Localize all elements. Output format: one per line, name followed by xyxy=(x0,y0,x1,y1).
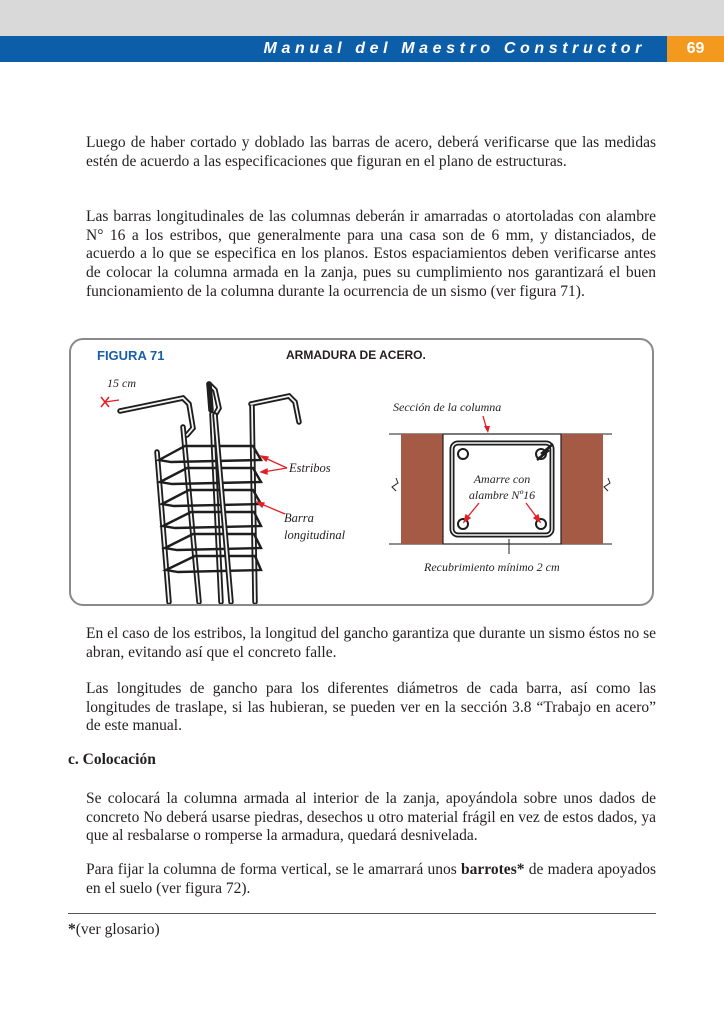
footnote xyxy=(68,921,160,939)
header-title: Manual del Maestro Constructor xyxy=(263,40,646,57)
paragraph-6-end: de madera apoyados en el suelo (ver figura 72). xyxy=(86,861,656,897)
footnote-star: * xyxy=(68,921,76,938)
barra-label-1: Barra xyxy=(284,511,314,525)
paragraph-3: En el caso de los estribos, la longitud del gancho garantiza que durante un sismo éstos no se abran, evitando así que el concreto falle. xyxy=(86,625,656,661)
estribos-label: Estribos xyxy=(289,461,331,475)
amarre-label-1: Amarre con xyxy=(473,472,531,486)
seccion-label: Sección de la columna xyxy=(393,400,502,414)
figure-71 xyxy=(69,338,654,606)
paragraph-4: Las longitudes de gancho para los diferentes diámetros de cada barra, así como las longitudes de traslape, si las hubieran, se pueden ver en la sección 3.8 “Trabajo en acero” de este manual. xyxy=(86,680,656,735)
rebar-illustration xyxy=(71,340,652,604)
barra-label-2: longitudinal xyxy=(284,528,346,542)
recubrimiento-label: Recubrimiento mínimo 2 cm xyxy=(424,560,560,574)
section-heading: c. Colocación xyxy=(68,751,156,768)
amarre-label-2: alambre Nº16 xyxy=(468,488,536,502)
page-number-badge: 69 xyxy=(667,36,724,62)
figure-title: ARMADURA DE ACERO. xyxy=(286,348,426,362)
left-wall xyxy=(401,434,443,544)
paragraph-6 xyxy=(86,861,656,898)
barrotes-term: barrotes* xyxy=(461,861,525,878)
paragraph-1: Luego de haber cortado y doblado las barras de acero, deberá verificarse que las medidas estén de acuerdo a las especificaciones que figuran en el plano de estructuras. xyxy=(86,134,656,170)
estribos-arrows xyxy=(257,456,287,514)
paragraph-5: Se colocará la columna armada al interior de la zanja, apoyándola sobre unos dados de concreto No deberá usarse piedras, desechos u otro material frágil en vez de estos dados, ya que al resbalarse o romperse la armadura, quedará desnivelada. xyxy=(86,790,656,845)
footnote-rule xyxy=(68,913,656,914)
paragraph-6-start: Para fijar la columna de forma vertical, se le amarrará unos xyxy=(86,861,462,878)
dimension-15cm xyxy=(101,376,136,407)
rebar-cage xyxy=(120,384,299,602)
paragraph-2: Las barras longitudinales de las columnas deberán ir amarradas o atortoladas con alambre N° 16 a los estribos, que generalmente para una casa son de 6 mm, y distanciados, de acuerdo a lo que se especifica en los planos. Estos espaciamientos deben verificarse antes de colocar la columna armada en la zanja, pues su cumplimiento nos garantizará el buen funcionamiento de la columna durante la ocurrencia de un sismo (ver figura 71). xyxy=(86,208,656,300)
top-margin-band xyxy=(0,0,724,36)
column-section xyxy=(389,400,612,574)
figure-label: FIGURA 71 xyxy=(97,348,165,363)
footnote-text: (ver glosario) xyxy=(75,921,160,938)
dim-15cm-label: 15 cm xyxy=(107,376,136,390)
right-wall xyxy=(561,434,603,544)
